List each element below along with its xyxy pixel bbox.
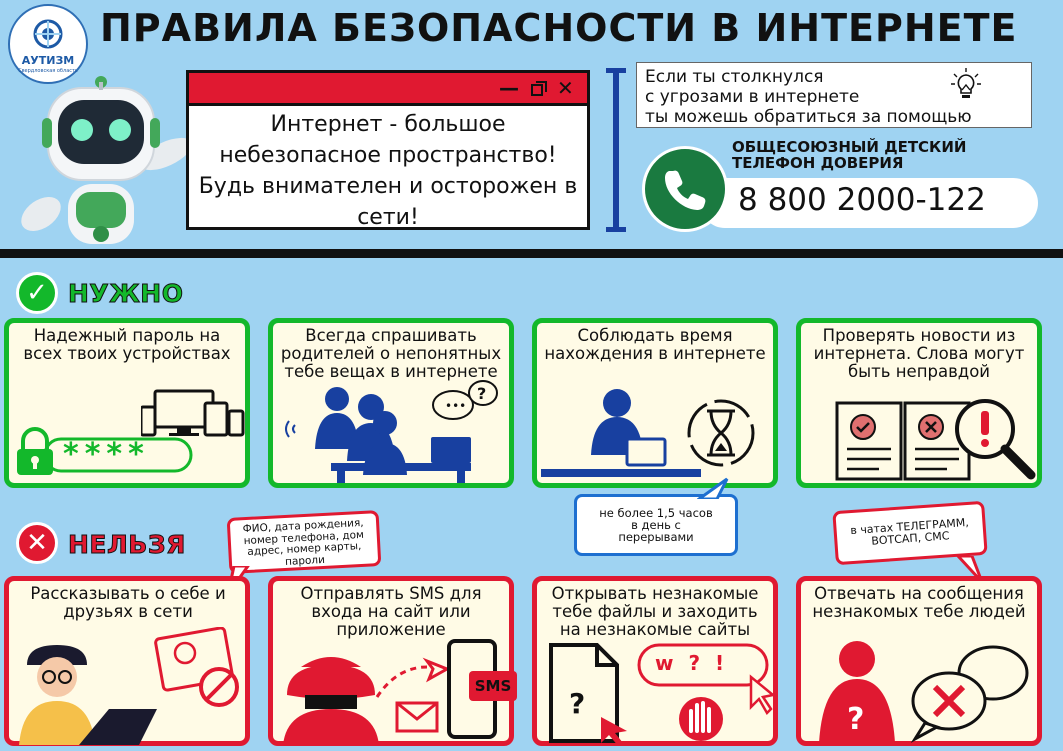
svg-text:?: ?	[847, 702, 865, 737]
forbidden-section-label: НЕЛЬЗЯ	[68, 530, 186, 559]
personal-data-text: ФИО, дата рождения, номер телефона, дом адрес, номер карты, пароли	[242, 516, 365, 568]
time-limit-text: не более 1,5 часов в день с перерывами	[599, 506, 713, 544]
time-limit-bubble	[574, 494, 738, 556]
card-text: Отвечать на сообщения незнакомых тебе людей	[812, 584, 1026, 621]
warning-text: Интернет - большое небезопасное пространство! Будь внимателен и осторожен в сети!	[198, 112, 578, 230]
lightbulb-icon	[949, 67, 983, 103]
unknown-url-text: w ? !	[655, 651, 729, 675]
window-title-bar	[189, 73, 587, 106]
hotline-phone-number: 8 800 2000-122	[738, 182, 986, 218]
chats-text: в чатах ТЕЛЕГРАММ, ВОТСАП, СМС	[849, 515, 970, 548]
sms-badge: SMS	[469, 671, 517, 701]
logo-emblem-icon	[28, 14, 68, 54]
minimize-icon: —	[499, 76, 519, 100]
card-text: Соблюдать время нахождения в интернете	[544, 326, 766, 363]
person-laptop-hourglass-icon	[541, 389, 773, 483]
forbidden-card-strangers	[796, 576, 1042, 746]
allowed-card-time-limit	[532, 318, 778, 488]
phone-icon-badge	[642, 146, 728, 232]
stranger-chat-icon	[815, 639, 1037, 745]
svg-text:?: ?	[569, 687, 586, 720]
card-text: Проверять новости из интернета. Слова могут быть неправдой	[813, 326, 1025, 381]
card-text: Открывать незнакомые тебе файлы и заходить на незнакомые сайты	[551, 584, 759, 639]
svg-text:?: ?	[477, 384, 487, 403]
logo-name: АУТИЗМ	[21, 54, 75, 67]
help-text-line-2: с угрозами в интернете	[645, 87, 860, 107]
forbidden-card-sms	[268, 576, 514, 746]
personal-data-bubble	[227, 510, 382, 574]
allowed-card-ask-parents	[268, 318, 514, 488]
forbidden-card-unknown-files	[532, 576, 778, 746]
close-icon: ✕	[557, 76, 574, 100]
documents-magnifier-icon	[835, 397, 1039, 485]
check-icon: ✓	[16, 272, 58, 314]
phone-icon	[663, 167, 707, 211]
card-text: Всегда спрашивать родителей о непонятных тебе вещах в интернете	[280, 326, 502, 381]
hotline-label-line-1: ОБЩЕСОЮЗНЫЙ ДЕТСКИЙ	[732, 138, 967, 156]
robot-illustration-icon	[6, 74, 196, 249]
bubble-tail-icon	[697, 477, 731, 499]
password-mask: ****	[63, 437, 150, 472]
hotline-label	[732, 139, 1012, 171]
maximize-icon	[531, 81, 547, 97]
allowed-section-label: НУЖНО	[68, 279, 184, 308]
page-title: ПРАВИЛА БЕЗОПАСНОСТИ В ИНТЕРНЕТЕ	[100, 6, 1018, 50]
help-text-line-3: ты можешь обратиться за помощью	[645, 107, 972, 127]
cross-icon: ✕	[16, 522, 58, 564]
card-text: Надежный пароль на всех твоих устройствах	[23, 326, 231, 363]
text-cursor-icon	[604, 68, 628, 232]
boy-laptop-idcard-icon	[9, 627, 245, 745]
svg-text:•••: •••	[445, 399, 467, 413]
section-divider	[0, 249, 1063, 258]
card-text: Рассказывать о себе и друзьях в сети	[30, 584, 226, 621]
hotline-label-line-2: ТЕЛЕФОН ДОВЕРИЯ	[732, 154, 904, 172]
help-info-box	[636, 62, 1032, 128]
forbidden-card-personal-info	[4, 576, 250, 746]
logo-region: Свердловская область	[18, 68, 78, 74]
family-computer-icon	[281, 379, 509, 483]
card-text: Отправлять SMS для входа на сайт или приложение	[300, 584, 482, 639]
allowed-card-check-news	[796, 318, 1042, 488]
organization-logo	[8, 4, 88, 84]
warning-window-card	[186, 70, 590, 230]
allowed-card-password	[4, 318, 250, 488]
help-text-line-1: Если ты столкнулся	[645, 67, 824, 87]
